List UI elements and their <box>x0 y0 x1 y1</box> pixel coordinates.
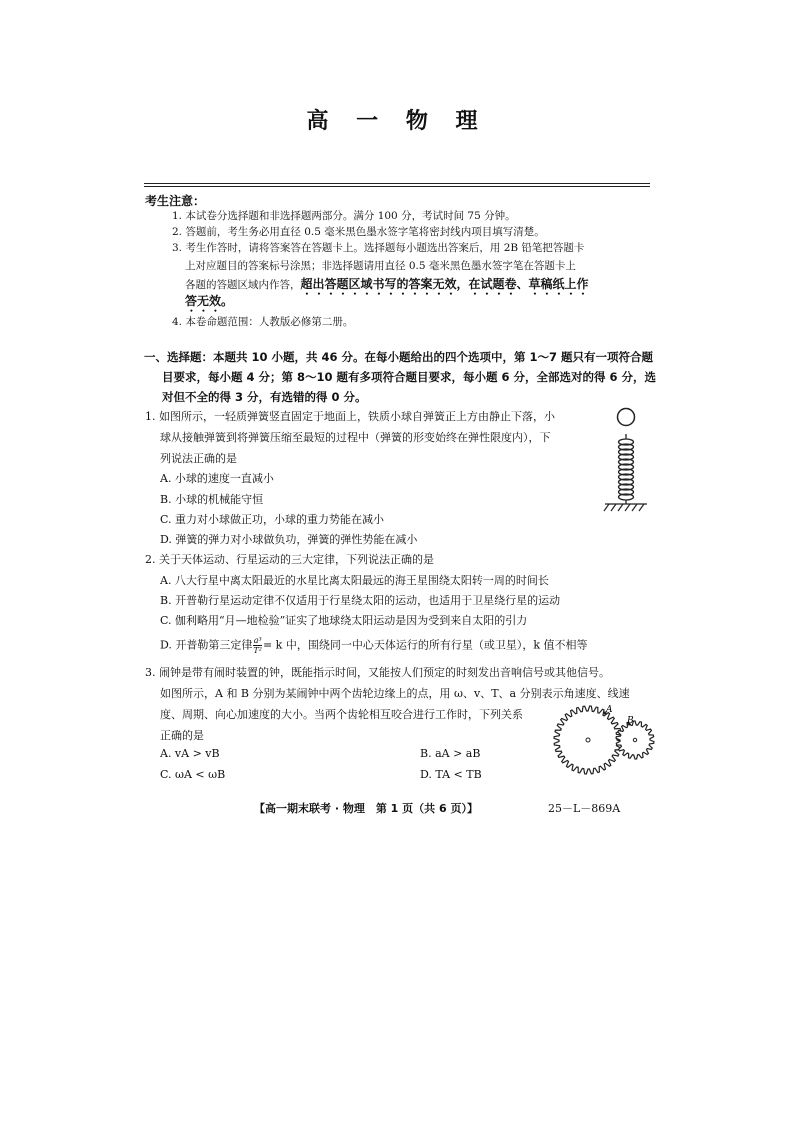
spring-icon <box>619 434 634 504</box>
section-instruction: 目要求，每小题 4 分；第 8～10 题有多项符合题目要求，每小题 6 分，全部选对的得 6 分，选 <box>162 370 657 384</box>
question-2-option: A. 八大行星中离太阳最近的水星比离太阳最远的海王星围绕太阳转一周的时间长 <box>160 574 549 587</box>
question-1-option: C. 重力对小球做正功，小球的重力势能在减小 <box>160 513 385 526</box>
fraction <box>253 636 262 655</box>
question-3-stem: 正确的是 <box>160 729 204 742</box>
fraction-numerator: a³ <box>253 636 262 645</box>
question-1-option: D. 弹簧的弹力对小球做负功，弹簧的弹性势能在减小 <box>160 533 418 546</box>
question-2-stem: 2. 关于天体运动、行星运动的三大定律，下列说法正确的是 <box>145 553 434 566</box>
question-3-option: B. aA > aB <box>420 747 481 760</box>
question-3-stem: 3. 闹钟是带有闹时装置的钟，既能指示时间，又能按人们预定的时刻发出音响信号或其他信号。 <box>145 666 610 679</box>
gear-a-icon <box>554 706 622 774</box>
question-3-option: C. ωA < ωB <box>160 768 226 781</box>
notice-item <box>185 275 589 298</box>
question-2-option: B. 开普勒行星运动定律不仅适用于行星绕太阳的运动，也适用于卫星绕行星的运动 <box>160 594 561 607</box>
notice-item: 4. 本卷命题范围：人教版必修第二册。 <box>172 316 354 328</box>
gear-b-icon <box>616 721 654 759</box>
notice-emphasis: 超出答题区域书写的答案无效，在试题卷、草稿纸上作 <box>300 277 589 291</box>
footer-code: 25－L－869A <box>548 802 621 815</box>
notice-heading: 考生注意： <box>145 194 206 208</box>
question-1-stem: 球从接触弹簧到将弹簧压缩至最短的过程中（弹簧的形变始终在弹性限度内），下 <box>160 431 551 444</box>
notice-item: 2. 答题前，考生务必用直径 0.5 毫米黑色墨水签字笔将密封线内项目填写清楚。 <box>172 226 545 238</box>
question-3-stem: 度、周期、向心加速度的大小。当两个齿轮相互咬合进行工作时，下列关系 <box>160 708 523 721</box>
notice-emphasis: 答无效。 <box>185 294 234 308</box>
notice-item: 1. 本试卷分选择题和非选择题两部分。满分 100 分，考试时间 75 分钟。 <box>172 210 516 222</box>
notice-item: 3. 考生作答时，请将答案答在答题卡上。选择题每小题选出答案后，用 2B 铅笔把答题卡 <box>172 242 585 254</box>
divider <box>144 186 650 187</box>
point-a-label: A <box>606 705 613 715</box>
page-title: 高 一 物 理 <box>306 109 488 134</box>
divider <box>144 183 650 184</box>
option-text: D. 开普勒第三定律 <box>160 638 253 652</box>
question-3-option: D. TA < TB <box>420 768 482 781</box>
option-text: = k 中，围绕同一中心天体运行的所有行星（或卫星），k 值不相等 <box>262 638 588 652</box>
question-3-stem: 如图所示，A 和 B 分别为某闹钟中两个齿轮边缘上的点，用 ω、v、T、a 分别表示角速度、线速 <box>160 687 630 700</box>
ground-icon <box>604 504 647 511</box>
question-2-option <box>160 636 588 655</box>
question-2-option: C. 伽利略用“月—地检验”证实了地球绕太阳运动是因为受到来自太阳的引力 <box>160 614 528 627</box>
notice-text: 各题的答题区域内作答， <box>185 279 301 291</box>
question-1-stem: 列说法正确的是 <box>160 452 237 465</box>
gears-figure <box>552 702 656 782</box>
point-b-label: B <box>627 716 634 726</box>
section-instruction: 对但不全的得 3 分，有选错的得 0 分。 <box>162 390 367 404</box>
section-instruction: 一、选择题：本题共 10 小题，共 46 分。在每小题给出的四个选项中，第 1～7 题只有一项符合题 <box>144 350 654 364</box>
fraction-denominator: T² <box>253 646 262 655</box>
question-1-stem: 1. 如图所示，一轻质弹簧竖直固定于地面上，铁质小球自弹簧正上方由静止下落，小 <box>145 410 555 423</box>
question-3-option: A. vA > vB <box>160 747 220 760</box>
footer-title: 【高一期末联考 · 物理 第 1 页（共 6 页）】 <box>254 802 478 815</box>
ball-icon <box>618 409 635 426</box>
spring-ball-figure <box>600 404 650 516</box>
question-1-option: B. 小球的机械能守恒 <box>160 493 264 506</box>
question-1-option: A. 小球的速度一直减小 <box>160 472 274 485</box>
notice-item: 上对应题目的答案标号涂黑；非选择题请用直径 0.5 毫米黑色墨水签字笔在答题卡上 <box>185 260 576 272</box>
